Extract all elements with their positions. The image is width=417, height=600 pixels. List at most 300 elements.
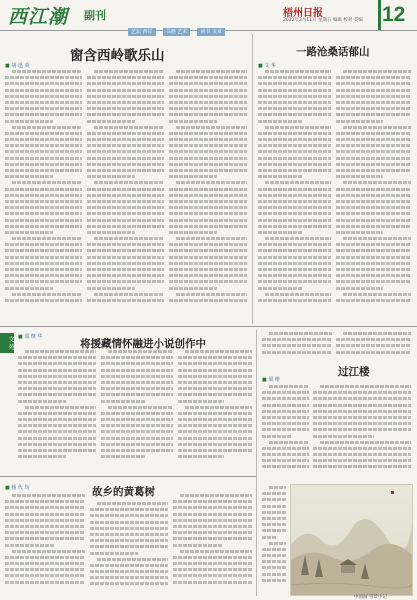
body-text-line [258,113,331,116]
body-text-line [97,502,168,505]
body-text-line [258,262,331,265]
body-text-line [262,511,286,514]
body-text-line [101,362,173,365]
body-text-line [101,387,173,390]
body-text-line [262,579,286,582]
body-text-line [262,566,286,569]
body-text-line [336,280,411,283]
body-text-line [94,70,164,73]
body-text-line [90,514,168,517]
section-side-tag: 文 苑 [0,333,14,353]
body-text-line [87,101,164,104]
body-text-line [5,231,53,234]
body-text-line [262,397,309,400]
body-text-line [313,447,411,450]
article-body-column [336,70,411,318]
body-text-line [262,529,286,532]
body-text-line [178,356,252,359]
body-text-line [336,101,411,104]
body-text-line [258,89,331,92]
body-text-line [87,231,135,234]
body-text-line [5,299,82,302]
body-text-line [336,262,411,265]
body-text-line [336,175,383,178]
body-text-line [12,293,82,296]
article-body-column [262,486,286,594]
article-headline[interactable]: 窗含西岭歌乐山 [70,48,165,64]
body-text-line [313,404,411,407]
body-text-line [336,76,411,79]
body-text-line [265,237,331,240]
body-text-line [262,523,286,526]
body-text-line [173,537,252,540]
body-text-line [169,150,247,153]
body-text-line [262,447,309,450]
body-text-line [5,188,82,191]
body-text-line [262,459,309,462]
article-byline: ■ 文 华 [258,62,276,69]
body-text-line [258,194,331,197]
body-text-line [336,163,411,166]
body-text-line [258,243,331,246]
body-text-line [90,570,168,573]
body-text-line [87,132,164,135]
body-text-line [262,410,309,413]
body-text-line [173,581,252,584]
body-text-line [178,369,252,372]
body-text-line [12,181,82,184]
body-text-line [336,89,411,92]
section-tab[interactable]: 读书 文章 [197,28,225,36]
body-text-line [258,287,303,290]
body-text-line [169,299,247,302]
body-text-line [258,76,331,79]
body-text-line [87,249,164,252]
body-text-line [18,400,66,403]
body-text-line [5,200,82,203]
body-text-line [5,581,85,584]
article-byline: ■ 杨 代 均 [5,484,30,491]
body-text-line [269,385,309,388]
body-text-line [169,206,247,209]
body-text-line [336,107,411,110]
body-text-line [5,113,82,116]
article-body-column [5,70,82,318]
body-text-line [258,163,331,166]
body-text-line [5,525,85,528]
body-text-line [90,545,168,548]
body-text-line [25,350,96,353]
body-text-line [18,449,96,452]
body-text-line [90,564,168,567]
body-text-line [313,435,374,438]
body-text-line [5,132,82,135]
article-headline[interactable]: 将援藏情怀融进小说创作中 [80,338,206,350]
body-text-line [87,194,164,197]
body-text-line [5,169,82,172]
body-text-line [262,344,332,347]
body-text-line [176,70,247,73]
body-text-line [87,262,164,265]
body-text-line [5,274,82,277]
body-text-line [262,453,309,456]
body-text-line [101,375,173,378]
body-text-line [87,138,164,141]
body-text-line [5,519,85,522]
body-text-line [176,293,247,296]
body-text-line [313,397,411,400]
body-text-line [5,138,82,141]
body-text-line [5,82,82,85]
body-text-line [178,387,252,390]
body-text-line [87,200,164,203]
body-text-line [108,406,173,409]
body-text-line [269,486,286,489]
body-text-line [5,280,82,283]
body-text-line [336,188,411,191]
body-text-line [94,181,164,184]
painting-house [341,565,355,573]
body-text-line [5,544,55,547]
body-text-line [101,393,173,396]
body-text-line [169,89,247,92]
body-text-line [87,280,164,283]
body-text-line [18,418,96,421]
body-text-line [336,338,411,341]
body-text-line [169,157,247,160]
body-text-line [12,126,82,129]
body-text-line [176,126,247,129]
body-text-line [178,424,252,427]
body-text-line [169,194,247,197]
body-text-line [262,338,332,341]
body-text-line [90,576,168,579]
article-body-column [87,70,164,318]
body-text-line [258,188,331,191]
body-text-line [336,194,411,197]
body-text-line [25,406,96,409]
body-text-line [336,150,411,153]
body-text-line [5,556,85,559]
body-text-line [336,95,411,98]
article-byline: ■ 周 继 华 [18,333,43,340]
body-text-line [258,299,331,302]
painting-caption: 中国画 雪景小记 [354,595,387,600]
body-text-line [101,449,173,452]
body-text-line [178,375,252,378]
body-text-line [5,76,82,79]
body-text-line [94,237,164,240]
body-text-line [87,169,164,172]
body-text-line [18,437,96,440]
body-text-line [178,393,252,396]
body-text-line [258,95,331,98]
body-text-line [169,268,247,271]
body-text-line [313,459,411,462]
article-body-column [258,70,331,318]
body-text-line [265,126,331,129]
body-text-line [169,138,247,141]
body-text-line [87,157,164,160]
body-text-line [178,362,252,365]
body-text-line [169,256,247,259]
section-tab[interactable]: 书画 艺术 [163,28,191,36]
body-text-line [258,256,331,259]
body-text-line [313,416,411,419]
body-text-line [5,101,82,104]
article-body-column [178,350,252,468]
body-text-line [87,89,164,92]
body-text-line [169,163,247,166]
body-text-line [87,256,164,259]
column-name: 副刊 [84,9,106,22]
body-text-line [269,441,309,444]
body-text-line [258,101,331,104]
body-text-line [169,219,247,222]
body-text-line [5,287,53,290]
body-text-line [336,231,383,234]
body-text-line [258,120,303,123]
body-text-line [178,449,252,452]
body-text-line [169,188,247,191]
section-tab[interactable]: 艺坛 西岸 [128,28,156,36]
body-text-line [101,424,173,427]
body-text-line [18,424,96,427]
body-text-line [5,243,82,246]
body-text-line [101,418,173,421]
column-divider [256,330,257,596]
body-text-line [5,506,85,509]
section-divider [0,476,256,477]
body-text-line [262,435,291,438]
body-text-line [258,200,331,203]
body-text-line [336,113,411,116]
body-text-line [87,82,164,85]
body-text-line [262,536,277,539]
body-text-line [87,219,164,222]
body-text-line [12,550,85,553]
body-text-line [173,562,252,565]
body-text-line [258,138,331,141]
body-text-line [262,573,286,576]
body-text-line [178,430,252,433]
body-text-line [262,428,309,431]
article-body-column [262,332,332,360]
body-text-line [18,393,96,396]
body-text-line [5,89,82,92]
body-text-line [313,428,411,431]
body-text-line [313,422,411,425]
body-text-line [90,508,168,511]
body-text-line [169,274,247,277]
body-text-line [258,274,331,277]
body-text-line [108,350,173,353]
body-text-line [336,144,411,147]
ink-painting-image [291,485,412,595]
body-text-line [5,107,82,110]
body-text-line [5,256,82,259]
body-text-line [343,181,411,184]
body-text-line [5,500,85,503]
page-number: 12 [382,3,406,26]
body-text-line [178,455,224,458]
body-text-line [262,505,286,508]
article-headline[interactable]: 一路沧桑话郁山 [296,46,370,58]
body-text-line [87,206,164,209]
body-text-line [262,548,286,551]
body-text-line [169,280,247,283]
body-text-line [258,132,331,135]
article-body-column [169,70,247,318]
body-text-line [336,200,411,203]
body-text-line [87,243,164,246]
body-text-line [87,268,164,271]
article-byline: ■ 梁 维 [262,376,280,383]
body-text-line [258,231,303,234]
body-text-line [87,150,164,153]
body-text-line [313,453,411,456]
body-text-line [269,542,286,545]
body-text-line [173,500,252,503]
body-text-line [101,381,173,384]
section-divider [0,326,417,327]
body-text-line [87,212,164,215]
body-text-line [262,554,286,557]
body-text-line [336,219,411,222]
body-text-line [185,350,252,353]
body-text-line [18,369,96,372]
body-text-line [169,212,247,215]
body-text-line [178,437,252,440]
body-text-line [336,212,411,215]
body-text-line [169,120,217,123]
masthead [0,0,417,35]
body-text-line [5,262,82,265]
article-headline[interactable]: 过江楼 [338,366,370,378]
body-text-line [5,150,82,153]
body-text-line [87,113,164,116]
body-text-line [258,212,331,215]
body-text-line [169,169,247,172]
article-body-column [5,494,85,594]
body-text-line [18,455,66,458]
body-text-line [258,206,331,209]
body-text-line [101,455,146,458]
body-text-line [258,225,331,228]
ink-painting [290,484,413,596]
body-text-line [87,287,135,290]
body-text-line [18,375,96,378]
body-text-line [336,138,411,141]
body-text-line [169,101,247,104]
body-text-line [87,225,164,228]
column-divider [252,34,253,324]
body-text-line [87,188,164,191]
section-tabs [128,18,227,35]
body-text-line [5,531,85,534]
body-text-line [169,144,247,147]
body-text-line [5,568,85,571]
body-text-line [173,556,252,559]
body-text-line [258,249,331,252]
body-text-line [262,498,286,501]
body-text-line [336,344,411,347]
body-text-line [18,443,96,446]
body-text-line [5,219,82,222]
column-logo: 西江潮 [8,6,69,28]
body-text-line [5,268,82,271]
body-text-line [180,550,252,553]
body-text-line [5,144,82,147]
body-text-line [101,412,173,415]
body-text-line [101,356,173,359]
body-text-line [336,268,411,271]
body-text-line [178,381,252,384]
body-text-line [94,126,164,129]
article-headline[interactable]: 故乡的黄葛树 [92,486,155,498]
body-text-line [258,169,331,172]
body-text-line [262,391,309,394]
body-text-line [313,465,411,468]
body-text-line [5,574,85,577]
body-text-line [87,175,135,178]
article-body-column [313,385,411,481]
body-text-line [87,76,164,79]
body-text-line [173,519,252,522]
body-text-line [336,249,411,252]
body-text-line [12,70,82,73]
body-text-line [258,268,331,271]
body-text-line [18,362,96,365]
body-text-line [101,430,173,433]
body-text-line [173,531,252,534]
body-text-line [178,400,224,403]
body-text-line [5,212,82,215]
body-text-line [87,274,164,277]
body-text-line [169,262,247,265]
body-text-line [173,525,252,528]
body-text-line [343,126,411,129]
article-body-column [101,350,173,468]
body-text-line [336,299,411,302]
body-text-line [173,574,252,577]
body-text-line [173,513,252,516]
body-text-line [101,369,173,372]
body-text-line [87,299,164,302]
body-text-line [262,416,309,419]
body-text-line [18,387,96,390]
body-text-line [262,465,309,468]
body-text-line [173,568,252,571]
article-body-column [90,502,168,594]
page-number-bar [378,0,381,30]
body-text-line [265,293,331,296]
body-text-line [5,562,85,565]
body-text-line [18,356,96,359]
body-text-line [5,163,82,166]
body-text-line [343,293,411,296]
body-text-line [12,237,82,240]
body-text-line [262,492,286,495]
body-text-line [265,70,331,73]
body-text-line [313,410,411,413]
body-text-line [5,225,82,228]
body-text-line [5,157,82,160]
body-text-line [5,95,82,98]
body-text-line [173,506,252,509]
body-text-line [169,287,217,290]
article-body-column [18,350,96,468]
